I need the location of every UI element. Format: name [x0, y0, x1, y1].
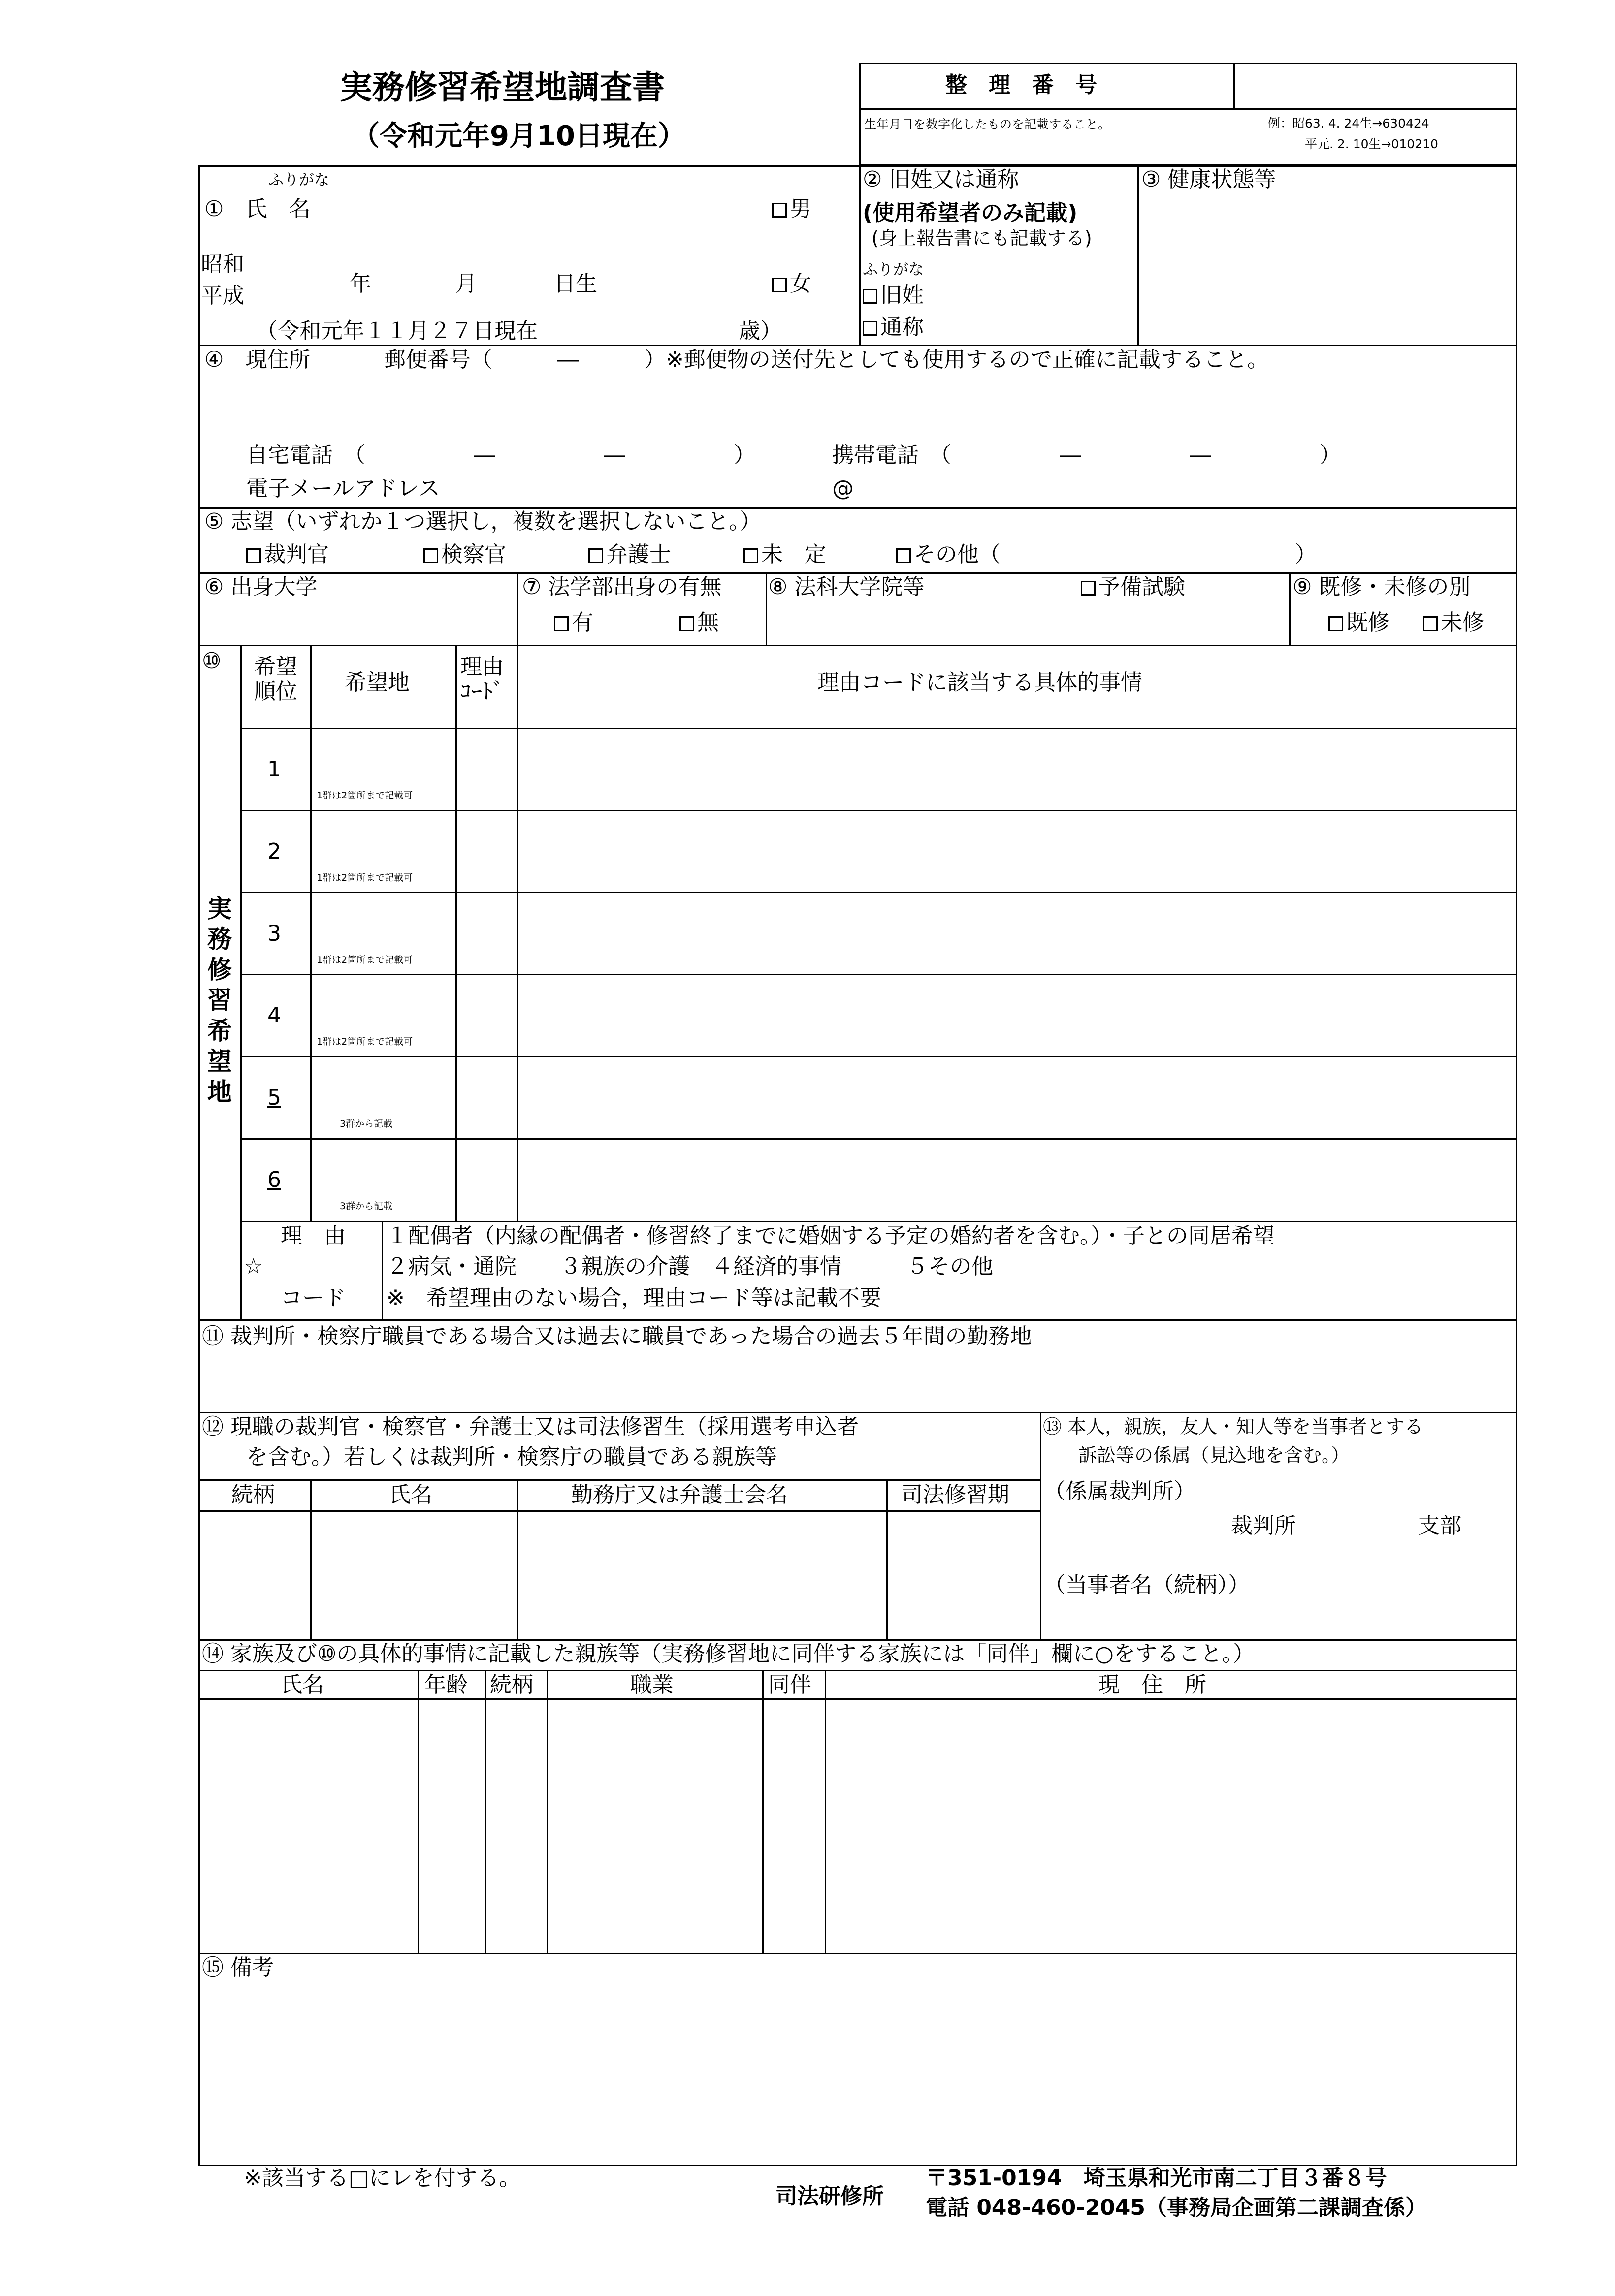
law-faculty-yes[interactable]: 有 — [554, 610, 593, 635]
year-label: 年 — [350, 271, 371, 296]
col-name: 氏名 — [389, 1482, 432, 1507]
judge-checkbox[interactable] — [246, 548, 261, 563]
preferred-location-vertical-label: 実務修習希望地 — [207, 894, 232, 1106]
form-subtitle: （令和元年9月10日現在） — [352, 120, 685, 152]
sex-female[interactable]: 女 — [772, 272, 811, 296]
birth-day-label: 日生 — [554, 271, 597, 296]
postal-code: 郵便番号（ ― ）※郵便物の送付先としても使用するので正確に記載すること。 — [384, 347, 1269, 372]
header-code: 理由 ｺｰﾄﾞ — [460, 654, 504, 704]
family-col-name: 氏名 — [281, 1672, 324, 1697]
place-field-2[interactable] — [312, 811, 454, 891]
code-label-2: コード — [281, 1285, 346, 1310]
col-training-term: 司法修習期 — [901, 1482, 1009, 1507]
era-showa: 昭和 — [201, 252, 244, 277]
furigana-label: ふりがな — [268, 171, 329, 189]
sex-male[interactable]: 男 — [772, 197, 811, 222]
choice-lawyer[interactable]: 弁護士 — [588, 542, 671, 567]
seiri-number-field[interactable] — [1233, 63, 1517, 110]
choice-judge[interactable]: 裁判官 — [246, 542, 329, 567]
choice-other[interactable]: その他（ — [896, 542, 1001, 567]
header-reason: 理由コードに該当する具体的事情 — [817, 670, 1142, 695]
email-at: @ — [832, 476, 854, 501]
law-school-label: ⑧ 法科大学院等 — [768, 574, 925, 600]
untrained-checkbox[interactable] — [1423, 616, 1438, 631]
choice-undecided[interactable]: 未 定 — [743, 542, 826, 567]
law-faculty-no[interactable]: 無 — [679, 610, 719, 635]
remarks-field[interactable] — [200, 1984, 1516, 2164]
rank-3: 3 — [267, 921, 281, 946]
seiri-label: 整 理 番 号 — [945, 72, 1097, 97]
month-label: 月 — [455, 271, 477, 296]
rank-6: 6 — [267, 1167, 281, 1192]
law-yes-checkbox[interactable] — [554, 616, 569, 631]
section10-number: ⑩ — [202, 648, 222, 673]
section13-title-2: 訴訟等の係属（見込地を含む。） — [1078, 1444, 1350, 1466]
footer-phone: 電話 048-460-2045（事務局企画第二課調査係） — [926, 2195, 1427, 2220]
prelim-checkbox[interactable] — [1081, 581, 1096, 596]
place-note-3: 1群は2箇所まで記載可 — [317, 955, 413, 965]
standard-checkbox[interactable] — [1328, 616, 1343, 631]
former-name-sub2: (身上報告書にも記載する) — [872, 227, 1092, 249]
undecided-checkbox[interactable] — [743, 548, 758, 563]
family-col-accompany: 同伴 — [768, 1672, 811, 1697]
section11-title: ⑪ 裁判所・検察庁職員である場合又は過去に職員であった場合の過去５年間の勤務地 — [202, 1324, 1032, 1349]
former-furigana: ふりがな — [863, 261, 924, 279]
code-line-2: ２病気・通院 ３親族の介護 ４経済的事情 ５その他 — [387, 1254, 993, 1279]
dob-example-1: 例：昭63. 4. 24生→630424 — [1268, 116, 1429, 130]
rank-2: 2 — [267, 839, 281, 864]
place-note-6: 3群から記載 — [340, 1201, 393, 1212]
university-label: ⑥ 出身大学 — [204, 574, 318, 600]
female-checkbox[interactable] — [772, 278, 787, 292]
place-note-1: 1群は2箇所まで記載可 — [317, 790, 413, 801]
header-place: 希望地 — [345, 670, 410, 695]
place-field-1[interactable] — [312, 729, 454, 809]
branch-suffix: 支部 — [1418, 1513, 1461, 1538]
code-star: ☆ — [244, 1254, 263, 1279]
reason-field-2[interactable] — [518, 811, 1516, 891]
section14-title: ⑭ 家族及び⑩の具体的事情に記載した親族等（実務修習地に同伴する家族には「同伴」欄に○をすること。） — [202, 1641, 1255, 1666]
header-rank: 希望 順位 — [254, 654, 297, 704]
place-note-2: 1群は2箇所まで記載可 — [317, 872, 413, 883]
place-note-4: 1群は2箇所まで記載可 — [317, 1036, 413, 1047]
col-relation: 続柄 — [231, 1482, 275, 1507]
party-name-label: （当事者名（続柄）） — [1044, 1572, 1250, 1597]
remarks-title: ⑮ 備考 — [202, 1955, 274, 1980]
course-untrained[interactable]: 未修 — [1423, 610, 1484, 635]
court-label: （係属裁判所） — [1044, 1479, 1195, 1504]
family-col-age: 年齢 — [424, 1672, 468, 1697]
family-col-address: 現 住 所 — [1098, 1672, 1206, 1697]
dob-example-2: 平元. 2. 10生→010210 — [1305, 137, 1438, 151]
opt-alias[interactable]: 通称 — [863, 315, 924, 340]
section13-title-1: ⑬ 本人，親族，友人・知人等を当事者とする — [1043, 1416, 1423, 1437]
other-checkbox[interactable] — [896, 548, 911, 563]
choice-other-close: ） — [1295, 542, 1317, 567]
law-faculty-label: ⑦ 法学部出身の有無 — [522, 574, 722, 600]
rank-4: 4 — [267, 1003, 281, 1028]
dob-note: 生年月日を数字化したものを記載すること。 — [864, 117, 1111, 131]
section12-title-2: を含む。）若しくは裁判所・検察庁の職員である親族等 — [246, 1444, 777, 1469]
code-label-1: 理 由 — [281, 1223, 346, 1248]
home-phone: 自宅電話 （ ― ― ） — [246, 443, 755, 468]
form-title: 実務修習希望地調査書 — [340, 68, 665, 106]
reason-field-1[interactable] — [518, 729, 1516, 809]
law-no-checkbox[interactable] — [679, 616, 694, 631]
family-col-relation: 続柄 — [490, 1672, 533, 1697]
footer-org: 司法研修所 — [775, 2184, 884, 2209]
name-label: ① 氏 名 — [204, 196, 311, 222]
prelim-exam[interactable]: 予備試験 — [1081, 575, 1185, 600]
family-col-job: 職業 — [630, 1672, 674, 1697]
career-choice-title: ⑤ 志望（いずれか１つ選択し，複数を選択しないこと。） — [204, 509, 762, 534]
lawyer-checkbox[interactable] — [588, 548, 603, 563]
opt-former-name[interactable]: 旧姓 — [863, 283, 924, 308]
alias-checkbox[interactable] — [863, 321, 877, 336]
place-note-5: 3群から記載 — [340, 1118, 393, 1129]
footer-note: ※該当する□にレを付する。 — [244, 2166, 521, 2191]
choice-prosecutor[interactable]: 検察官 — [423, 542, 506, 567]
address-label: ④ 現住所 — [204, 347, 311, 372]
former-name-title: ② 旧姓又は通称 — [863, 167, 1019, 192]
era-heisei: 平成 — [201, 283, 244, 308]
former-name-sub1: (使用希望者のみ記載) — [863, 200, 1078, 225]
male-checkbox[interactable] — [772, 203, 787, 218]
footer-address: 〒351-0194 埼玉県和光市南二丁目３番８号 — [926, 2166, 1387, 2191]
col-workplace: 勤務庁又は弁護士会名 — [571, 1482, 788, 1507]
rank-1: 1 — [267, 757, 281, 782]
age-basis: （令和元年１１月２７日現在 — [256, 319, 538, 344]
former-name-checkbox[interactable] — [863, 289, 877, 304]
court-suffix: 裁判所 — [1231, 1513, 1296, 1538]
mobile-phone: 携帯電話 （ ― ― ） — [832, 443, 1341, 468]
email-label: 電子メールアドレス — [246, 476, 440, 501]
health-title: ③ 健康状態等 — [1141, 167, 1276, 192]
course-type-label: ⑨ 既修・未修の別 — [1292, 574, 1471, 600]
course-standard[interactable]: 既修 — [1328, 610, 1389, 635]
code-line-1: １配偶者（内縁の配偶者・修習終了までに婚姻する予定の婚約者を含む。）・子との同居希望 — [387, 1223, 1275, 1248]
age-unit: 歳） — [739, 319, 782, 344]
prosecutor-checkbox[interactable] — [423, 548, 438, 563]
rank-5: 5 — [267, 1085, 281, 1110]
section12-title-1: ⑫ 現職の裁判官・検察官・弁護士又は司法修習生（採用選考申込者 — [202, 1414, 859, 1439]
code-line-3: ※ 希望理由のない場合，理由コード等は記載不要 — [387, 1285, 881, 1310]
